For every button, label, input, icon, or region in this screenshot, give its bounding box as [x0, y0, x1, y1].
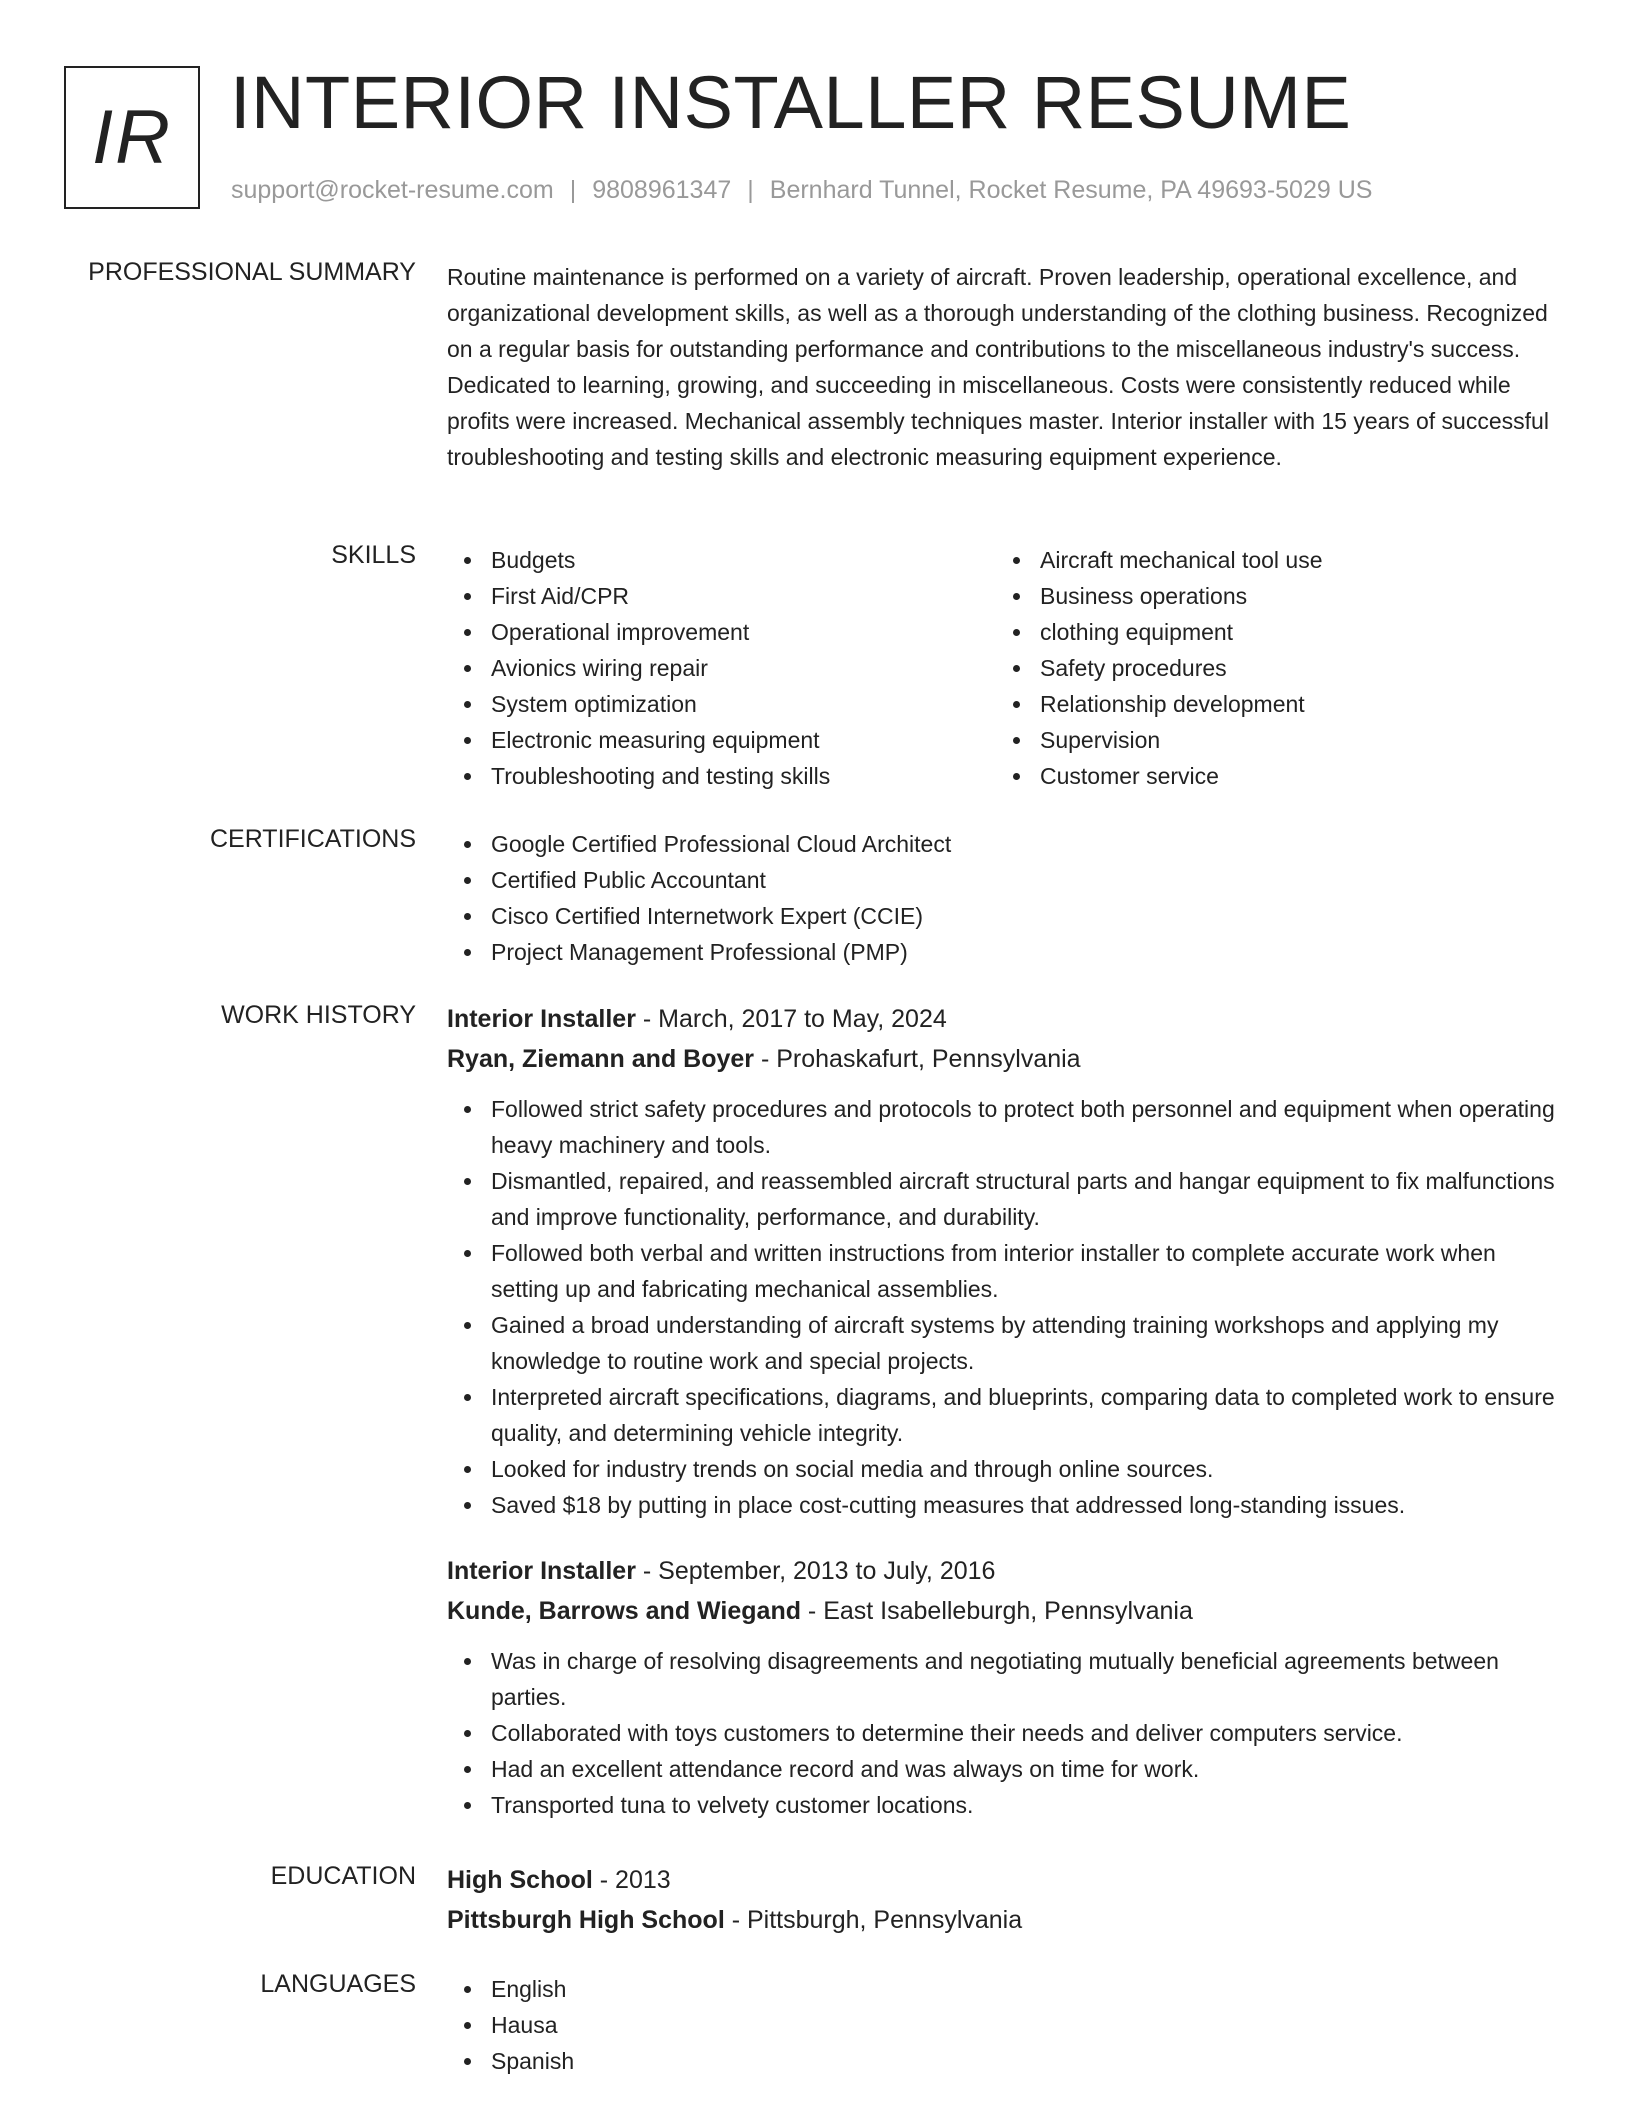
- skill-item: Supervision: [996, 722, 1545, 758]
- monogram-initials: IR: [92, 95, 172, 180]
- section-label-work: WORK HISTORY: [221, 1001, 416, 1029]
- skill-item: Aircraft mechanical tool use: [996, 542, 1545, 578]
- job-dates: - September, 2013 to July, 2016: [635, 1557, 996, 1585]
- contact-phone: 9808961347: [592, 176, 732, 204]
- job-company-line: [447, 1591, 1562, 1631]
- monogram-logo: [64, 66, 200, 209]
- contact-line: [231, 176, 1372, 205]
- certification-item: Certified Public Accountant: [447, 862, 1562, 898]
- job-bullet: Interpreted aircraft specifications, diagrams, and blueprints, comparing data to completed work to ensure quality, and determining vehicle integrity.: [447, 1379, 1562, 1451]
- job-bullet: Dismantled, repaired, and reassembled aircraft structural parts and hangar equipment to fix malfunctions and improve functionality, performance, and durability.: [447, 1163, 1562, 1235]
- summary-body: [447, 259, 1562, 475]
- languages-list: [447, 1971, 1562, 2079]
- job-location: - Prohaskafurt, Pennsylvania: [754, 1045, 1081, 1073]
- job-company-line: [447, 1039, 1562, 1079]
- education-school-line: [447, 1900, 1562, 1940]
- certifications-list: [447, 826, 1562, 970]
- job-title-line: [447, 999, 1562, 1039]
- job-bullets: [447, 1643, 1562, 1823]
- resume-title: INTERIOR INSTALLER RESUME: [230, 61, 1352, 144]
- skills-list-left: [447, 542, 996, 794]
- contact-email: support@rocket-resume.com: [231, 176, 554, 204]
- section-label-summary: PROFESSIONAL SUMMARY: [88, 258, 416, 286]
- job-entry: [447, 999, 1562, 1523]
- section-label-education: EDUCATION: [270, 1862, 416, 1890]
- skill-item: Avionics wiring repair: [447, 650, 996, 686]
- job-title: Interior Installer: [447, 1005, 636, 1033]
- section-label-languages: LANGUAGES: [260, 1970, 416, 1998]
- skill-item: System optimization: [447, 686, 996, 722]
- job-bullet: Gained a broad understanding of aircraft systems by attending training workshops and applying my knowledge to routine work and special projects.: [447, 1307, 1562, 1379]
- job-bullet: Had an excellent attendance record and was always on time for work.: [447, 1751, 1562, 1787]
- job-title-line: [447, 1551, 1562, 1591]
- skills-list-right: [996, 542, 1545, 794]
- job-company: Kunde, Barrows and Wiegand: [447, 1597, 801, 1625]
- education-school: Pittsburgh High School: [447, 1906, 725, 1934]
- contact-separator: |: [747, 176, 754, 204]
- job-bullet: Followed both verbal and written instructions from interior installer to complete accurate work when setting up and fabricating mechanical assemblies.: [447, 1235, 1562, 1307]
- certifications-body: [447, 826, 1562, 970]
- education-year: - 2013: [592, 1866, 671, 1894]
- job-bullet: Followed strict safety procedures and protocols to protect both personnel and equipment when operating heavy machinery and tools.: [447, 1091, 1562, 1163]
- job-bullet: Was in charge of resolving disagreements and negotiating mutually beneficial agreements between parties.: [447, 1643, 1562, 1715]
- skill-item: Safety procedures: [996, 650, 1545, 686]
- education-location: - Pittsburgh, Pennsylvania: [724, 1906, 1023, 1934]
- job-bullet: Looked for industry trends on social media and through online sources.: [447, 1451, 1562, 1487]
- language-item: Hausa: [447, 2007, 1562, 2043]
- skill-item: First Aid/CPR: [447, 578, 996, 614]
- education-body: [447, 1860, 1562, 1940]
- skill-item: Operational improvement: [447, 614, 996, 650]
- skill-item: clothing equipment: [996, 614, 1545, 650]
- language-item: English: [447, 1971, 1562, 2007]
- summary-text: Routine maintenance is performed on a variety of aircraft. Proven leadership, operational excellence, and organizational development skills, as well as a thorough understanding of the clothing business. Recognized on a regular basis for outstanding performance and contributions to the miscellaneous industry's success. Dedicated to learning, growing, and succeeding in miscellaneous. Costs were consistently reduced while profits were increased. Mechanical assembly techniques master. Interior installer with 15 years of successful troubleshooting and testing skills and electronic measuring equipment experience.: [447, 264, 1549, 470]
- job-bullet: Collaborated with toys customers to determine their needs and deliver computers service.: [447, 1715, 1562, 1751]
- job-title: Interior Installer: [447, 1557, 636, 1585]
- skill-item: Troubleshooting and testing skills: [447, 758, 996, 794]
- job-location: - East Isabelleburgh, Pennsylvania: [800, 1597, 1193, 1625]
- job-bullet: Saved $18 by putting in place cost-cutting measures that addressed long-standing issues.: [447, 1487, 1562, 1523]
- certification-item: Project Management Professional (PMP): [447, 934, 1562, 970]
- job-bullet: Transported tuna to velvety customer locations.: [447, 1787, 1562, 1823]
- skills-grid: [447, 542, 1562, 794]
- language-item: Spanish: [447, 2043, 1562, 2079]
- section-label-skills: SKILLS: [331, 541, 416, 569]
- skill-item: Budgets: [447, 542, 996, 578]
- languages-body: [447, 1971, 1562, 2079]
- education-degree-line: [447, 1860, 1562, 1900]
- certification-item: Cisco Certified Internetwork Expert (CCIE): [447, 898, 1562, 934]
- skill-item: Electronic measuring equipment: [447, 722, 996, 758]
- education-degree: High School: [447, 1866, 593, 1894]
- job-bullets: [447, 1091, 1562, 1523]
- contact-address: Bernhard Tunnel, Rocket Resume, PA 49693-5029 US: [769, 176, 1373, 204]
- job-entry: [447, 1551, 1562, 1823]
- skill-item: Relationship development: [996, 686, 1545, 722]
- job-dates: - March, 2017 to May, 2024: [635, 1005, 947, 1033]
- certification-item: Google Certified Professional Cloud Architect: [447, 826, 1562, 862]
- skill-item: Business operations: [996, 578, 1545, 614]
- work-body: [447, 999, 1562, 1843]
- contact-separator: |: [569, 176, 577, 204]
- skill-item: Customer service: [996, 758, 1545, 794]
- section-label-certifications: CERTIFICATIONS: [209, 825, 416, 853]
- job-company: Ryan, Ziemann and Boyer: [447, 1045, 755, 1073]
